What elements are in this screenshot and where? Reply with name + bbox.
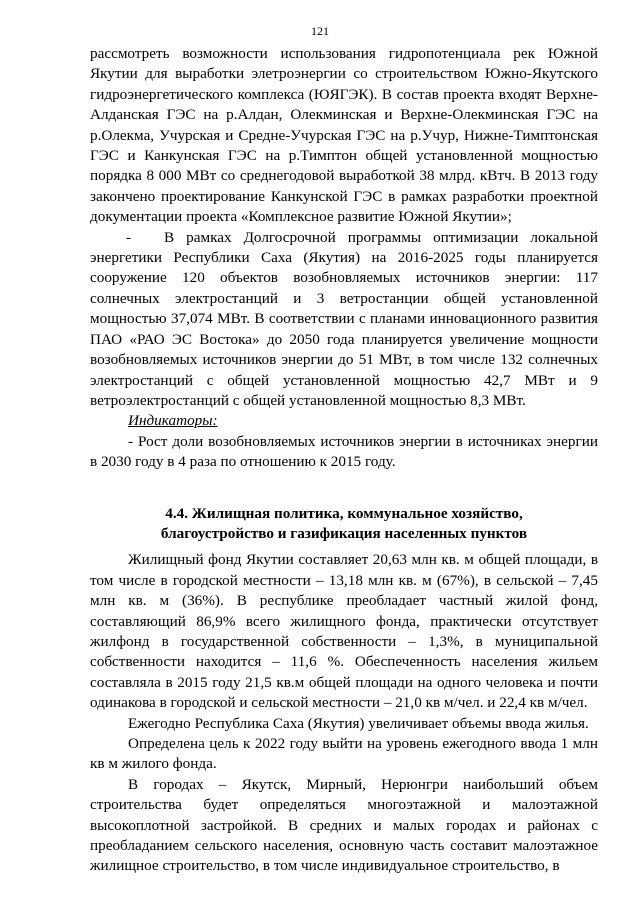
section-title <box>90 504 598 545</box>
paragraph: Ежегодно Республика Саха (Якутия) увеличивает объемы ввода жилья. <box>128 714 589 732</box>
paragraph: В городах – Якутск, Мирный, Нерюнгри наибольший объем строительства будет определяться многоэтажной и малоэтажной высокоплотной застройкой. В средних и малых городах и районах с преобладанием сельского населения, основную часть составит малоэтажное жилищное строительство, в том числе индивидуальное строительство, в <box>90 775 598 875</box>
paragraph: рассмотреть возможности использования гидропотенциала рек Южной Якутии для выработки элетроэнергии со строительством Южно-Якутского гидроэнергетического комплекса (ЮЯГЭК). В состав проекта входят Верхне-Алданская ГЭС на р.Алдан, Олекминская и Верхне-Олекминская ГЭС на р.Олекма, Учурская и Средне-Учурская ГЭС на р.Учур, Нижне-Тимптонская ГЭС и Канкунская ГЭС на р.Тимптон общей установленной мощностью порядка 8 000 МВт со среднегодовой выработкой 38 млрд. кВтч. В 2013 году закончено проектирование Канкунской ГЭС в рамках разработки проектной документации проекта «Комплексное развитие Южной Якутии»; <box>90 45 598 226</box>
indicators-text: - Рост доли возобновляемых источников энергии в источниках энергии в 2030 году в 4 раза по отношению к 2015 году. <box>90 432 598 471</box>
section-title-line-2: благоустройство и газификация населенных пунктов <box>160 524 528 542</box>
indicators-heading: Индикаторы: <box>128 412 218 430</box>
section-title-line-1: 4.4. Жилищная политика, коммунальное хозяйство, <box>165 504 523 522</box>
bullet-marker: - <box>126 228 132 246</box>
bullet-text: В рамках Долгосрочной программы оптимизации локальной энергетики Республики Саха (Якутия) на 2016-2025 годы планируется сооружение 120 объектов возобновляемых источников энергии: 117 солнечных электростанций и 3 ветростанции общей установленной мощностью 37,074 МВт. В соответствии с планами инновационного развития ПАО «РАО ЭС Востока» до 2050 года планируется увеличение мощности возобновляемых источников энергии до 51 МВт, в том числе 132 солнечных электростанций с общей установленной мощностью 42,7 МВт и 9 ветроэлектростанций с общей установленной мощностью 8,3 МВт. <box>90 228 598 409</box>
paragraph: Жилищный фонд Якутии составляет 20,63 млн кв. м общей площади, в том числе в городской местности – 13,18 млн кв. м (67%), в сельской – 7,45 млн кв. м (36%). В республике преобладает частный жилой фонд, составляющий 86,9% всего жилищного фонда, практически отсутствует жилфонд в государственной собственности – 1,3%, в муниципальной собственности находится – 11,6 %. Обеспеченность населения жильем составляла в 2015 году 21,5 кв.м общей площади на одного человека и почти одинакова в городской и сельской местности – 21,0 кв м/чел. и 22,4 кв м/чел. <box>90 551 598 712</box>
bullet-item <box>90 228 598 412</box>
paragraph: Определена цель к 2022 году выйти на уровень ежегодного ввода 1 млн кв м жилого фонда. <box>90 735 598 773</box>
page-number: 121 <box>311 24 329 38</box>
page-content <box>90 44 598 877</box>
